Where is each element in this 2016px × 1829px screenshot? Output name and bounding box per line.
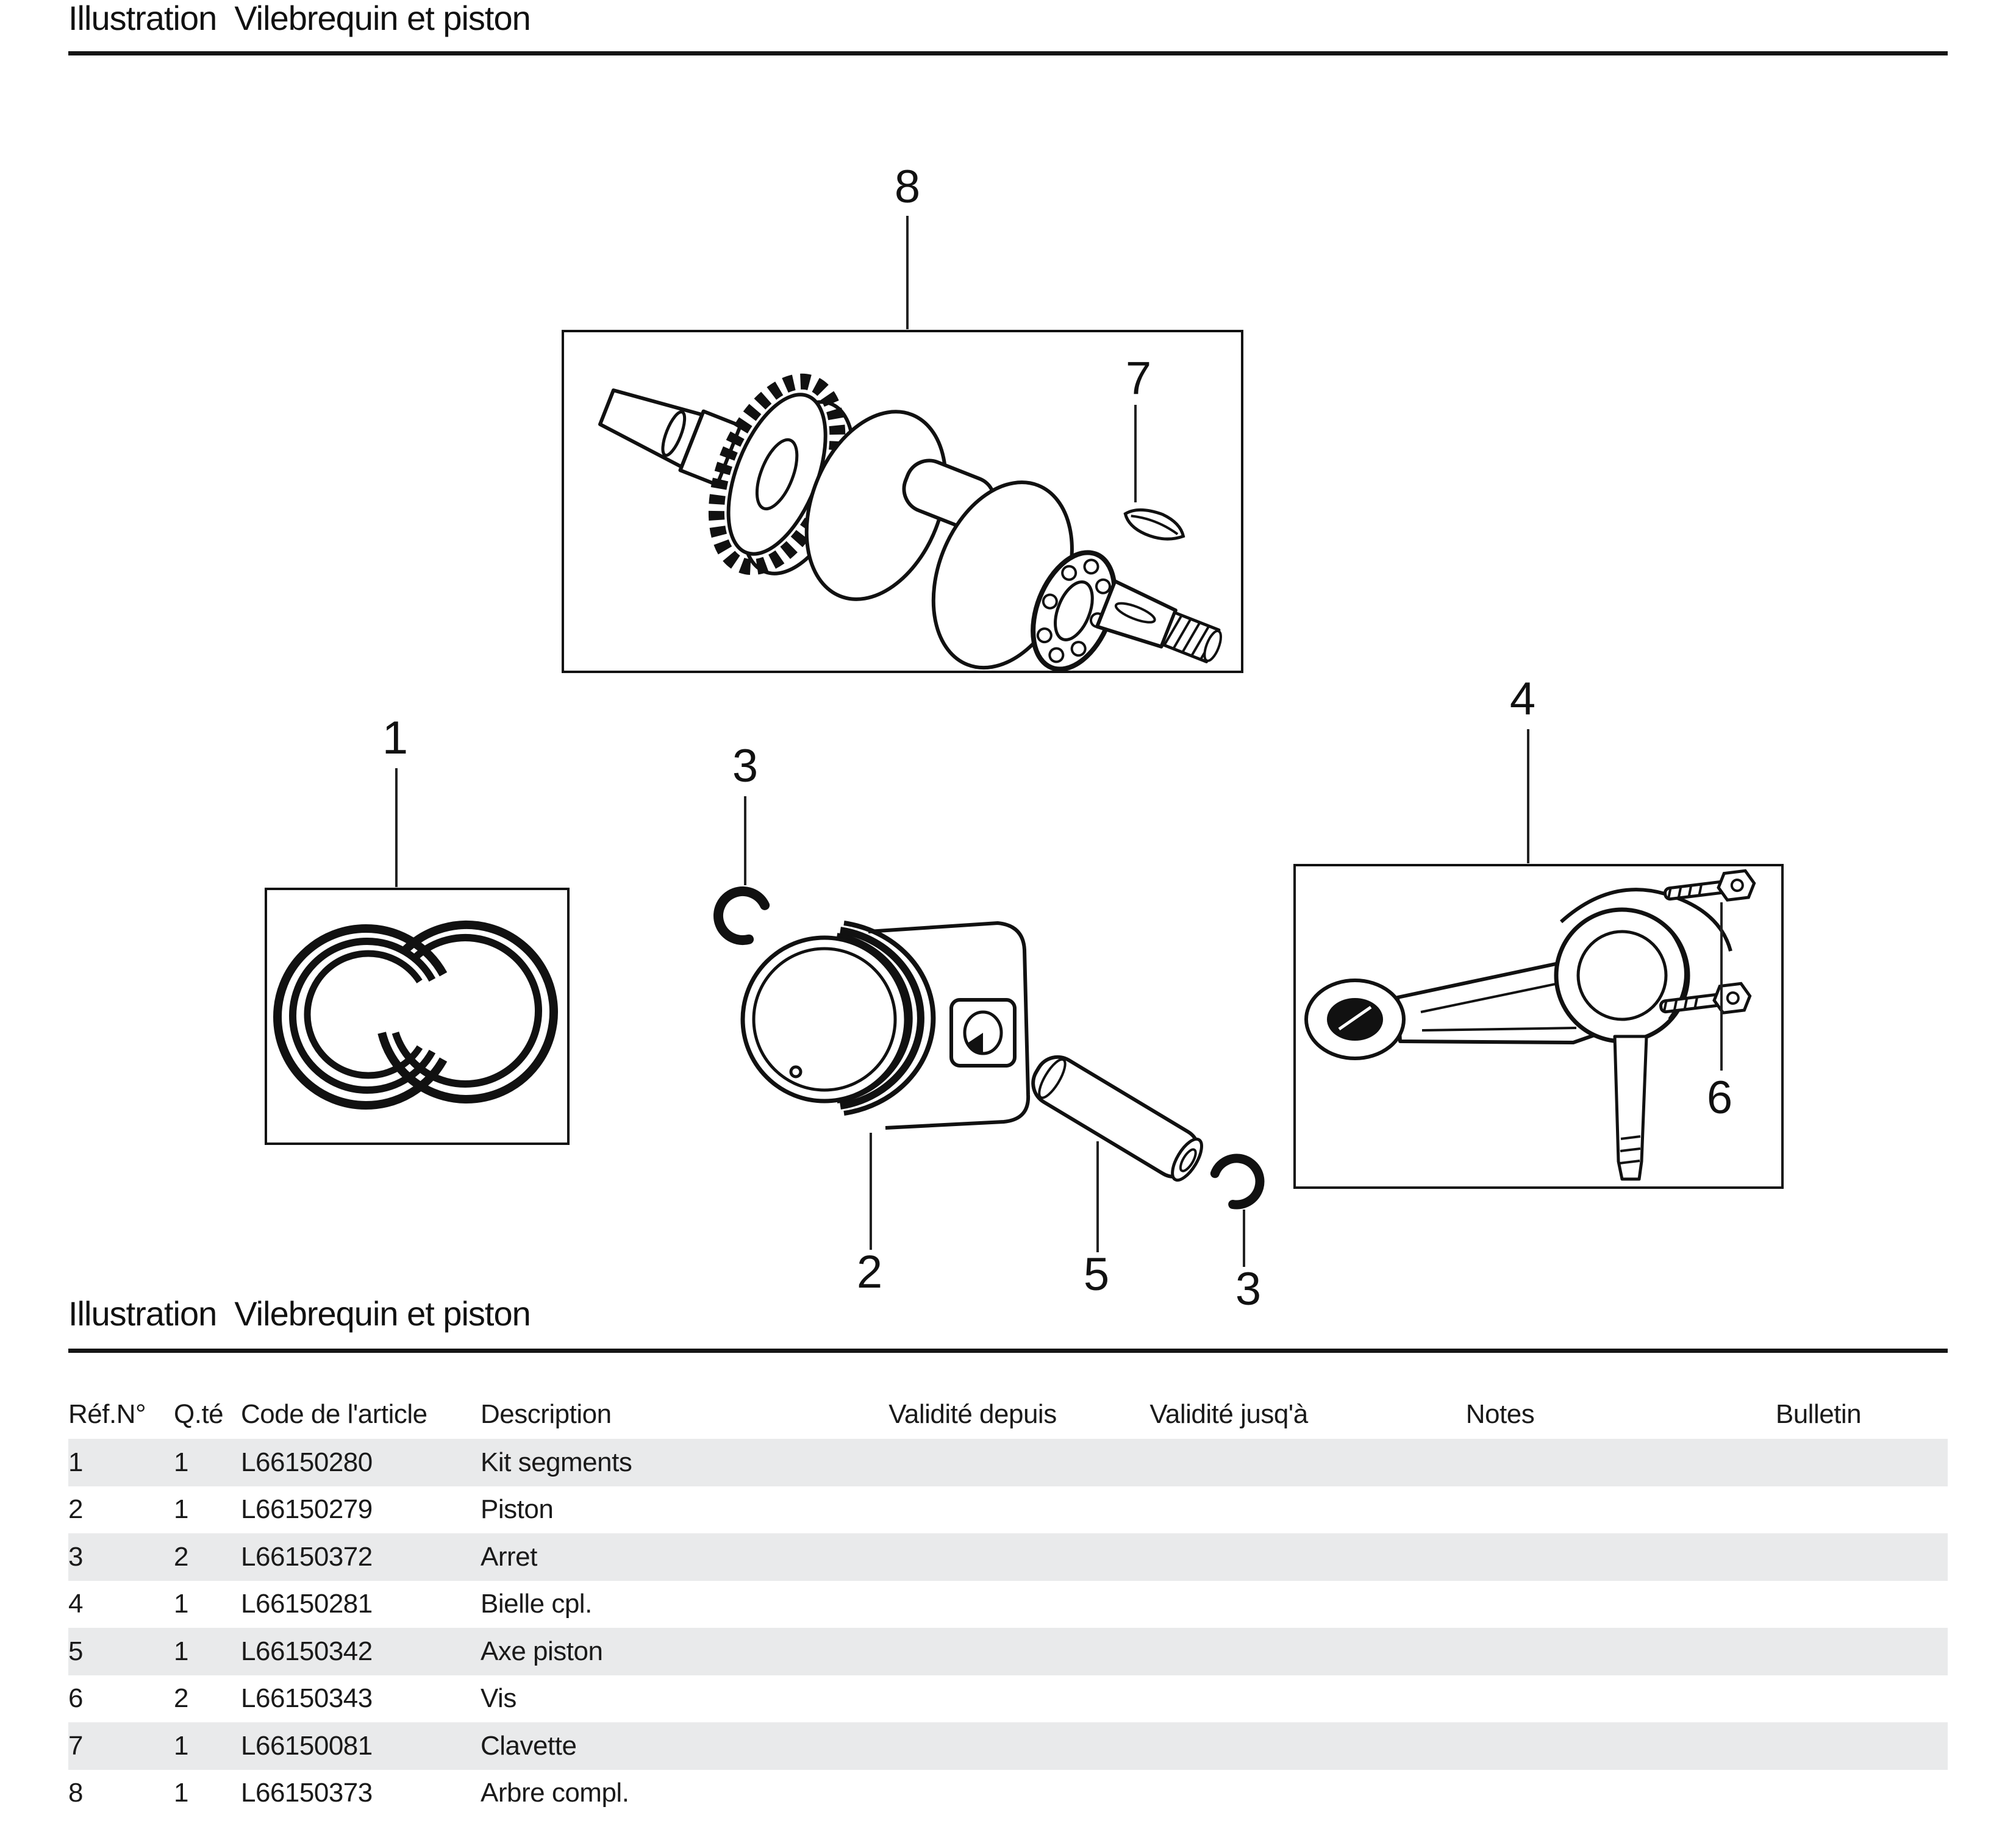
- cell-code: L66150280: [241, 1447, 373, 1477]
- table-row: [68, 1581, 1948, 1628]
- section-divider: [68, 1349, 1948, 1353]
- cell-ref: 6: [68, 1683, 83, 1714]
- cell-description: Arbre compl.: [481, 1778, 629, 1808]
- page-title: Illustration Vilebrequin et piston: [68, 0, 531, 37]
- cell-ref: 8: [68, 1778, 83, 1808]
- cell-qty: 1: [174, 1636, 188, 1666]
- section-title: Illustration Vilebrequin et piston: [68, 1294, 531, 1333]
- callout-label-circlip-left: 3: [732, 740, 759, 792]
- woodruff-key-drawing: [1121, 502, 1188, 547]
- table-row: [68, 1675, 1948, 1723]
- cell-description: Clavette: [481, 1730, 577, 1761]
- rod-bolt-stud: [1615, 1036, 1646, 1179]
- cell-qty: 1: [174, 1447, 188, 1477]
- piston-drawing: [743, 923, 1028, 1128]
- cell-ref: 1: [68, 1447, 83, 1477]
- cell-code: L66150343: [241, 1683, 373, 1714]
- piston-rings-drawing: [277, 905, 573, 1119]
- cell-ref: 2: [68, 1494, 83, 1525]
- cell-qty: 1: [174, 1730, 188, 1761]
- header-valid-from: Validité depuis: [888, 1399, 1057, 1429]
- header-bulletin: Bulletin: [1775, 1399, 1862, 1429]
- piston-crown: [743, 938, 906, 1101]
- cell-code: L66150373: [241, 1778, 373, 1808]
- header-description: Description: [481, 1399, 612, 1429]
- callout-label-connecting-rod: 4: [1509, 673, 1536, 725]
- cell-qty: 2: [174, 1683, 188, 1714]
- header-ref: Réf.N°: [68, 1399, 146, 1429]
- callout-label-circlip-right: 3: [1235, 1263, 1262, 1315]
- callout-label-woodruff-key: 7: [1125, 352, 1152, 404]
- cell-code: L66150372: [241, 1541, 373, 1572]
- callout-label-screws: 6: [1706, 1072, 1733, 1124]
- table-row: [68, 1439, 1948, 1486]
- cell-description: Bielle cpl.: [481, 1589, 592, 1619]
- header-notes: Notes: [1465, 1399, 1535, 1429]
- cell-qty: 1: [174, 1494, 188, 1525]
- circlip-right-drawing: [1205, 1150, 1268, 1213]
- cell-description: Arret: [481, 1541, 537, 1572]
- cell-qty: 1: [174, 1778, 188, 1808]
- cell-code: L66150342: [241, 1636, 373, 1666]
- connecting-rod-drawing: [1306, 890, 1731, 1179]
- callout-label-piston: 2: [856, 1246, 883, 1298]
- cell-ref: 7: [68, 1730, 83, 1761]
- cell-description: Vis: [481, 1683, 517, 1714]
- table-header-row: [68, 1390, 1948, 1439]
- ring-kit-box: [266, 889, 568, 1144]
- header-qty: Q.té: [174, 1399, 224, 1429]
- table-row: [68, 1533, 1948, 1581]
- cell-qty: 2: [174, 1541, 188, 1572]
- circlip-left-drawing: [710, 883, 775, 948]
- callout-label-ring-kit: 1: [382, 712, 409, 764]
- cell-ref: 5: [68, 1636, 83, 1666]
- header-valid-to: Validité jusq'à: [1149, 1399, 1308, 1429]
- table-row: [68, 1770, 1948, 1817]
- title-divider: [68, 51, 1948, 55]
- cell-description: Axe piston: [481, 1636, 603, 1666]
- piston-pin-drawing: [1025, 1049, 1208, 1185]
- callout-label-piston-pin: 5: [1083, 1249, 1110, 1300]
- parts-table: [68, 1390, 1948, 1817]
- cell-description: Piston: [481, 1494, 554, 1525]
- cell-ref: 3: [68, 1541, 83, 1572]
- exploded-view-diagram: [0, 61, 2016, 1317]
- cell-code: L66150281: [241, 1589, 373, 1619]
- screw-drawing-top: [1664, 870, 1756, 908]
- cell-code: L66150081: [241, 1730, 373, 1761]
- cell-ref: 4: [68, 1589, 83, 1619]
- table-row: [68, 1628, 1948, 1675]
- header-code: Code de l'article: [241, 1399, 427, 1429]
- callout-label-crankshaft: 8: [894, 161, 921, 213]
- table-row: [68, 1722, 1948, 1770]
- cell-qty: 1: [174, 1589, 188, 1619]
- table-row: [68, 1486, 1948, 1534]
- cell-description: Kit segments: [481, 1447, 632, 1477]
- cell-code: L66150279: [241, 1494, 373, 1525]
